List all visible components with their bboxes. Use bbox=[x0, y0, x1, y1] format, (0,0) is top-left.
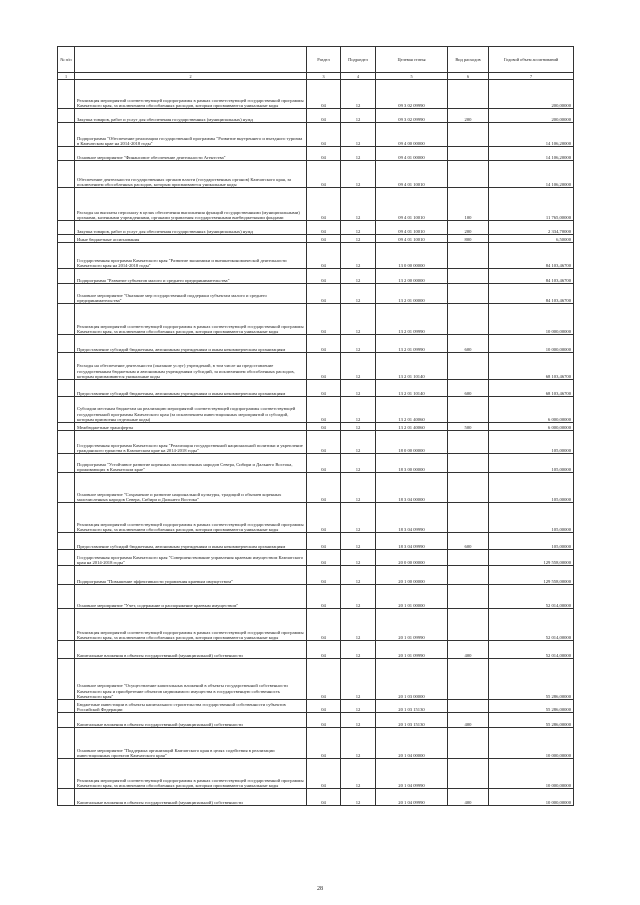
row-section: 04 bbox=[307, 473, 341, 503]
row-target-article: 20 1 01 00000 bbox=[376, 585, 448, 609]
header-section: Раздел bbox=[307, 47, 341, 73]
row-name: Реализация мероприятий соответствующей подпрограммы в рамках соответствующей государственной программы Камчатского края, за исключением обособленных расходов, которым присваиваются уникальные коды bbox=[75, 80, 307, 109]
header-name bbox=[75, 47, 307, 73]
row-expense-type bbox=[448, 123, 489, 147]
column-number: 1 bbox=[58, 73, 75, 80]
row-target-article: 13 2 00 00000 bbox=[376, 269, 448, 284]
row-expense-type bbox=[448, 550, 489, 566]
row-number bbox=[58, 431, 75, 454]
table-row bbox=[58, 431, 574, 454]
row-name: Обеспечение деятельности государственных органов власти (государственных органов) Камчатского края, за исключением обособленных расходов, которым присваиваются уникальные коды bbox=[75, 161, 307, 188]
row-number bbox=[58, 454, 75, 473]
row-number bbox=[58, 335, 75, 353]
row-amount: 200,00000 bbox=[489, 109, 574, 123]
row-section: 04 bbox=[307, 380, 341, 397]
row-expense-type bbox=[448, 269, 489, 284]
row-target-article: 20 1 00 00000 bbox=[376, 566, 448, 585]
row-target-article: 20 1 04 09990 bbox=[376, 789, 448, 806]
row-expense-type bbox=[448, 80, 489, 109]
row-number bbox=[58, 789, 75, 806]
row-section: 04 bbox=[307, 80, 341, 109]
table-row bbox=[58, 353, 574, 380]
row-target-article: 13 2 01 09990 bbox=[376, 304, 448, 335]
row-subsection: 12 bbox=[341, 431, 376, 454]
row-subsection: 12 bbox=[341, 473, 376, 503]
row-subsection: 12 bbox=[341, 609, 376, 641]
table-header-row bbox=[58, 47, 574, 73]
row-expense-type bbox=[448, 353, 489, 380]
row-expense-type: 100 bbox=[448, 188, 489, 221]
row-amount: 105,00000 bbox=[489, 473, 574, 503]
row-target-article: 09 3 02 09990 bbox=[376, 109, 448, 123]
table-row bbox=[58, 713, 574, 728]
table-row bbox=[58, 641, 574, 659]
column-number: 7 bbox=[489, 73, 574, 80]
row-amount: 10 000,00000 bbox=[489, 789, 574, 806]
row-subsection: 12 bbox=[341, 221, 376, 235]
row-subsection: 12 bbox=[341, 641, 376, 659]
row-amount: 14 106,20000 bbox=[489, 161, 574, 188]
row-name: Расходы на обеспечение деятельности (оказание услуг) учреждений, в том числе на предоставление государственным бюджетным и автономным учреждениям субсидий, за исключением обособленных расходов, которым присваиваются уникальные коды bbox=[75, 353, 307, 380]
row-amount: 14 106,20000 bbox=[489, 147, 574, 161]
row-subsection: 12 bbox=[341, 533, 376, 550]
row-name: Субсидии местным бюджетам на реализацию мероприятий соответствующей подпрограммы соответствующей государственной программы Камчатского края (за исключением инвестиционных мероприятий и субсидий, которым присвоены отдельные коды) bbox=[75, 397, 307, 423]
row-name: Предоставление субсидий бюджетным, автономным учреждениям и иным некоммерческим организациям bbox=[75, 380, 307, 397]
column-number: 2 bbox=[75, 73, 307, 80]
row-name: Расходы на выплаты персоналу в целях обеспечения выполнения функций государственными (муниципальными) органами, казенными учреждениями, органами управления государственными внебюджетными фондами bbox=[75, 188, 307, 221]
header-number: № п/п bbox=[58, 47, 75, 73]
row-target-article: 13 2 01 10140 bbox=[376, 353, 448, 380]
row-expense-type bbox=[448, 728, 489, 759]
table-row bbox=[58, 243, 574, 269]
row-name: Государственная программа Камчатского края "Реализация государственной национальной политики и укрепление гражданского единства в Камчатском крае на 2014-2018 годы" bbox=[75, 431, 307, 454]
row-subsection: 12 bbox=[341, 503, 376, 533]
row-expense-type: 200 bbox=[448, 109, 489, 123]
row-amount: 52 014,00000 bbox=[489, 641, 574, 659]
row-expense-type bbox=[448, 503, 489, 533]
row-section: 04 bbox=[307, 585, 341, 609]
table-row bbox=[58, 609, 574, 641]
row-expense-type: 600 bbox=[448, 380, 489, 397]
row-target-article: 09 4 01 10010 bbox=[376, 235, 448, 243]
row-amount: 2 334,70000 bbox=[489, 221, 574, 235]
row-number bbox=[58, 473, 75, 503]
row-subsection: 12 bbox=[341, 585, 376, 609]
table-row bbox=[58, 789, 574, 806]
row-amount: 84 103,46700 bbox=[489, 269, 574, 284]
row-number bbox=[58, 353, 75, 380]
row-number bbox=[58, 243, 75, 269]
column-number: 5 bbox=[376, 73, 448, 80]
row-amount: 55 286,00000 bbox=[489, 700, 574, 713]
row-target-article: 09 4 01 10010 bbox=[376, 221, 448, 235]
row-expense-type bbox=[448, 147, 489, 161]
row-number bbox=[58, 585, 75, 609]
row-target-article: 09 4 01 10010 bbox=[376, 161, 448, 188]
row-target-article: 20 1 01 09990 bbox=[376, 641, 448, 659]
row-number bbox=[58, 713, 75, 728]
row-subsection: 12 bbox=[341, 147, 376, 161]
row-subsection: 12 bbox=[341, 269, 376, 284]
row-amount: 10 000,00000 bbox=[489, 304, 574, 335]
table-row bbox=[58, 503, 574, 533]
row-amount: 6,50000 bbox=[489, 235, 574, 243]
row-amount: 6 000,00000 bbox=[489, 397, 574, 423]
row-section: 04 bbox=[307, 789, 341, 806]
table-row bbox=[58, 188, 574, 221]
row-number bbox=[58, 503, 75, 533]
row-name: Реализация мероприятий соответствующей подпрограммы в рамках соответствующей государственной программы Камчатского края, за исключением обособленных расходов, которым присваиваются уникальные коды bbox=[75, 609, 307, 641]
row-name: Предоставление субсидий бюджетным, автономным учреждениям и иным некоммерческим организациям bbox=[75, 533, 307, 550]
row-target-article: 13 2 01 10140 bbox=[376, 380, 448, 397]
row-subsection: 12 bbox=[341, 454, 376, 473]
table-row bbox=[58, 700, 574, 713]
row-amount: 105,00000 bbox=[489, 533, 574, 550]
row-subsection: 12 bbox=[341, 789, 376, 806]
row-amount: 55 286,00000 bbox=[489, 659, 574, 700]
row-amount: 6 000,00000 bbox=[489, 423, 574, 431]
row-number bbox=[58, 728, 75, 759]
row-expense-type: 400 bbox=[448, 641, 489, 659]
row-expense-type bbox=[448, 700, 489, 713]
row-amount: 105,00000 bbox=[489, 454, 574, 473]
row-expense-type: 200 bbox=[448, 221, 489, 235]
row-expense-type bbox=[448, 585, 489, 609]
row-target-article: 20 1 04 00000 bbox=[376, 728, 448, 759]
row-section: 04 bbox=[307, 431, 341, 454]
row-name: Подпрограмма "Обеспечение реализации государственной программы "Развитие внутреннего и въездного туризма в Камчатском крае на 2014-2018 годы" bbox=[75, 123, 307, 147]
row-number bbox=[58, 284, 75, 304]
row-subsection: 12 bbox=[341, 380, 376, 397]
row-number bbox=[58, 609, 75, 641]
header-subsection: Подраздел bbox=[341, 47, 376, 73]
row-section: 04 bbox=[307, 454, 341, 473]
row-subsection: 12 bbox=[341, 659, 376, 700]
row-name: Закупка товаров, работ и услуг для обеспечения государственных (муниципальных) нужд bbox=[75, 221, 307, 235]
row-section: 04 bbox=[307, 161, 341, 188]
row-number bbox=[58, 550, 75, 566]
row-section: 04 bbox=[307, 700, 341, 713]
row-expense-type bbox=[448, 431, 489, 454]
row-subsection: 12 bbox=[341, 550, 376, 566]
row-section: 04 bbox=[307, 609, 341, 641]
row-subsection: 12 bbox=[341, 566, 376, 585]
row-amount: 84 103,46700 bbox=[489, 243, 574, 269]
row-section: 04 bbox=[307, 503, 341, 533]
row-expense-type: 600 bbox=[448, 533, 489, 550]
row-subsection: 12 bbox=[341, 353, 376, 380]
row-target-article: 09 4 01 10010 bbox=[376, 188, 448, 221]
row-target-article: 13 2 01 40060 bbox=[376, 423, 448, 431]
header-target-article: Целевая статья bbox=[376, 47, 448, 73]
row-section: 04 bbox=[307, 221, 341, 235]
row-name: Государственная программа Камчатского края "Совершенствование управления краевым имуществом Камчатского края на 2014-2018 годы" bbox=[75, 550, 307, 566]
row-amount: 68 103,46700 bbox=[489, 353, 574, 380]
row-name: Реализация мероприятий соответствующей подпрограммы в рамках соответствующей государственной программы Камчатского края, за исключением обособленных расходов, которым присваиваются уникальные коды bbox=[75, 503, 307, 533]
table-row bbox=[58, 550, 574, 566]
row-amount: 200,00000 bbox=[489, 80, 574, 109]
row-number bbox=[58, 423, 75, 431]
row-subsection: 12 bbox=[341, 728, 376, 759]
table-row bbox=[58, 423, 574, 431]
row-expense-type bbox=[448, 397, 489, 423]
row-name: Основное мероприятие "Осуществление капитальных вложений в объекты государственной собственности Камчатского края и приобретение объектов недвижимого имущества в государственную собственность Камчатского края" bbox=[75, 659, 307, 700]
row-amount: 55 286,00000 bbox=[489, 713, 574, 728]
row-expense-type bbox=[448, 454, 489, 473]
row-name: Иные бюджетные ассигнования bbox=[75, 235, 307, 243]
table-row bbox=[58, 123, 574, 147]
row-number bbox=[58, 188, 75, 221]
page-number: 28 bbox=[317, 886, 323, 892]
row-target-article: 20 1 03 15130 bbox=[376, 713, 448, 728]
row-section: 04 bbox=[307, 713, 341, 728]
table-row bbox=[58, 380, 574, 397]
table-row bbox=[58, 284, 574, 304]
table-row bbox=[58, 585, 574, 609]
table-row bbox=[58, 269, 574, 284]
row-name: Реализация мероприятий соответствующей подпрограммы в рамках соответствующей государственной программы Камчатского края, за исключением обособленных расходов, которым присваиваются уникальные коды bbox=[75, 759, 307, 789]
row-section: 04 bbox=[307, 109, 341, 123]
row-subsection: 12 bbox=[341, 397, 376, 423]
row-subsection: 12 bbox=[341, 188, 376, 221]
row-subsection: 12 bbox=[341, 423, 376, 431]
row-expense-type: 800 bbox=[448, 235, 489, 243]
row-amount: 52 014,00000 bbox=[489, 609, 574, 641]
row-target-article: 20 1 01 09990 bbox=[376, 609, 448, 641]
row-target-article: 13 2 01 40060 bbox=[376, 397, 448, 423]
row-name: Межбюджетные трансферты bbox=[75, 423, 307, 431]
row-section: 04 bbox=[307, 659, 341, 700]
row-amount: 10 000,00000 bbox=[489, 759, 574, 789]
table-row bbox=[58, 235, 574, 243]
row-number bbox=[58, 109, 75, 123]
table-row bbox=[58, 533, 574, 550]
row-amount: 68 103,46700 bbox=[489, 380, 574, 397]
row-target-article: 13 2 01 00000 bbox=[376, 284, 448, 304]
row-subsection: 12 bbox=[341, 123, 376, 147]
row-target-article: 20 1 03 00000 bbox=[376, 659, 448, 700]
row-subsection: 12 bbox=[341, 759, 376, 789]
table-body bbox=[58, 80, 574, 806]
row-section: 04 bbox=[307, 728, 341, 759]
row-section: 04 bbox=[307, 550, 341, 566]
row-amount: 105,00000 bbox=[489, 431, 574, 454]
row-number bbox=[58, 123, 75, 147]
row-section: 04 bbox=[307, 566, 341, 585]
row-amount: 11 765,00000 bbox=[489, 188, 574, 221]
row-name: Капитальные вложения в объекты государственной (муниципальной) собственности bbox=[75, 641, 307, 659]
row-expense-type: 400 bbox=[448, 713, 489, 728]
row-amount: 129 558,00000 bbox=[489, 566, 574, 585]
row-section: 04 bbox=[307, 284, 341, 304]
table-row bbox=[58, 80, 574, 109]
table-row bbox=[58, 759, 574, 789]
row-subsection: 12 bbox=[341, 243, 376, 269]
table-row bbox=[58, 304, 574, 335]
row-target-article: 13 0 00 00000 bbox=[376, 243, 448, 269]
row-subsection: 12 bbox=[341, 161, 376, 188]
row-expense-type bbox=[448, 161, 489, 188]
row-name: Капитальные вложения в объекты государственной (муниципальной) собственности bbox=[75, 713, 307, 728]
table-row bbox=[58, 566, 574, 585]
row-amount: 10 000,00000 bbox=[489, 728, 574, 759]
row-target-article: 18 3 04 09990 bbox=[376, 533, 448, 550]
row-target-article: 20 1 04 09990 bbox=[376, 759, 448, 789]
row-section: 04 bbox=[307, 353, 341, 380]
row-subsection: 12 bbox=[341, 713, 376, 728]
column-number: 4 bbox=[341, 73, 376, 80]
row-number bbox=[58, 380, 75, 397]
row-number bbox=[58, 397, 75, 423]
row-number bbox=[58, 235, 75, 243]
row-expense-type bbox=[448, 659, 489, 700]
table-row bbox=[58, 335, 574, 353]
header-expense-type: Вид расходов bbox=[448, 47, 489, 73]
row-target-article: 09 3 02 09990 bbox=[376, 80, 448, 109]
row-name: Основное мероприятие "Оказание мер государственной поддержки субъектам малого и среднего предпринимательства" bbox=[75, 284, 307, 304]
row-number bbox=[58, 641, 75, 659]
row-amount: 129 558,00000 bbox=[489, 550, 574, 566]
row-expense-type bbox=[448, 759, 489, 789]
row-section: 04 bbox=[307, 759, 341, 789]
row-section: 04 bbox=[307, 397, 341, 423]
row-number bbox=[58, 269, 75, 284]
row-subsection: 12 bbox=[341, 284, 376, 304]
row-subsection: 12 bbox=[341, 235, 376, 243]
row-subsection: 12 bbox=[341, 80, 376, 109]
row-target-article: 18 3 04 00000 bbox=[376, 473, 448, 503]
row-name: Основное мероприятие "Сохранение и развитие национальной культуры, традиций и обычаев коренных малочисленных народов Севера, Сибири и Дальнего Востока" bbox=[75, 473, 307, 503]
row-name: Бюджетные инвестиции в объекты капитального строительства государственной собственности субъектов Российской Федерации bbox=[75, 700, 307, 713]
table-row bbox=[58, 473, 574, 503]
column-number: 6 bbox=[448, 73, 489, 80]
column-number: 3 bbox=[307, 73, 341, 80]
row-section: 04 bbox=[307, 243, 341, 269]
row-name: Закупка товаров, работ и услуг для обеспечения государственных (муниципальных) нужд bbox=[75, 109, 307, 123]
row-target-article: 20 1 03 15130 bbox=[376, 700, 448, 713]
table-row bbox=[58, 147, 574, 161]
row-section: 04 bbox=[307, 533, 341, 550]
column-number-row bbox=[58, 73, 574, 80]
table-row bbox=[58, 397, 574, 423]
row-subsection: 12 bbox=[341, 700, 376, 713]
table-row bbox=[58, 109, 574, 123]
table-row bbox=[58, 221, 574, 235]
header-annual-amount: Годовой объем ассигнований bbox=[489, 47, 574, 73]
table-row bbox=[58, 728, 574, 759]
row-name: Основное мероприятие "Финансовое обеспечение деятельности Агентства" bbox=[75, 147, 307, 161]
row-number bbox=[58, 221, 75, 235]
row-name: Реализация мероприятий соответствующей подпрограммы в рамках соответствующей государственной программы Камчатского края, за исключением обособленных расходов, которым присваиваются уникальные коды bbox=[75, 304, 307, 335]
table-row bbox=[58, 454, 574, 473]
row-name: Предоставление субсидий бюджетным, автономным учреждениям и иным некоммерческим организациям bbox=[75, 335, 307, 353]
row-subsection: 12 bbox=[341, 304, 376, 335]
row-section: 04 bbox=[307, 188, 341, 221]
row-section: 04 bbox=[307, 269, 341, 284]
row-expense-type bbox=[448, 304, 489, 335]
row-section: 04 bbox=[307, 123, 341, 147]
row-name: Основное мероприятие "Поддержка организаций Камчатского края в целях содействия в реализации инвестиционных проектов Камчатского края" bbox=[75, 728, 307, 759]
row-number bbox=[58, 147, 75, 161]
row-target-article: 18 3 00 00000 bbox=[376, 454, 448, 473]
row-number bbox=[58, 304, 75, 335]
row-amount: 84 103,46700 bbox=[489, 284, 574, 304]
row-subsection: 12 bbox=[341, 335, 376, 353]
row-section: 04 bbox=[307, 235, 341, 243]
row-name: Капитальные вложения в объекты государственной (муниципальной) собственности bbox=[75, 789, 307, 806]
row-number bbox=[58, 700, 75, 713]
row-target-article: 18 3 04 09990 bbox=[376, 503, 448, 533]
row-expense-type: 400 bbox=[448, 789, 489, 806]
row-expense-type bbox=[448, 473, 489, 503]
row-number bbox=[58, 80, 75, 109]
row-name: Подпрограмма "Развитие субъектов малого и среднего предпринимательства" bbox=[75, 269, 307, 284]
row-amount: 105,00000 bbox=[489, 503, 574, 533]
row-number bbox=[58, 659, 75, 700]
row-target-article: 13 2 01 09990 bbox=[376, 335, 448, 353]
table-row bbox=[58, 659, 574, 700]
row-name: Подпрограмма "Устойчивое развитие коренных малочисленных народов Севера, Сибири и Дальнего Востока, проживающих в Камчатском крае" bbox=[75, 454, 307, 473]
row-expense-type bbox=[448, 284, 489, 304]
row-number bbox=[58, 533, 75, 550]
row-number bbox=[58, 161, 75, 188]
row-number bbox=[58, 566, 75, 585]
row-section: 04 bbox=[307, 423, 341, 431]
row-amount: 10 000,00000 bbox=[489, 335, 574, 353]
row-expense-type bbox=[448, 243, 489, 269]
row-name: Государственная программа Камчатского края "Развитие экономики и внешнеэкономической деятельности Камчатского края на 2014-2018 годы" bbox=[75, 243, 307, 269]
row-number bbox=[58, 759, 75, 789]
row-section: 04 bbox=[307, 304, 341, 335]
table-row bbox=[58, 161, 574, 188]
row-subsection: 12 bbox=[341, 109, 376, 123]
row-section: 04 bbox=[307, 335, 341, 353]
row-section: 04 bbox=[307, 147, 341, 161]
row-target-article: 09 4 00 00000 bbox=[376, 123, 448, 147]
row-target-article: 09 4 01 00000 bbox=[376, 147, 448, 161]
row-name: Основное мероприятие "Учет, содержание и распоряжение краевым имуществом" bbox=[75, 585, 307, 609]
row-target-article: 18 0 00 00000 bbox=[376, 431, 448, 454]
row-expense-type bbox=[448, 609, 489, 641]
row-section: 04 bbox=[307, 641, 341, 659]
row-amount: 52 014,00000 bbox=[489, 585, 574, 609]
row-name: Подпрограмма "Повышение эффективности управления краевым имуществом" bbox=[75, 566, 307, 585]
row-target-article: 20 0 00 00000 bbox=[376, 550, 448, 566]
row-expense-type bbox=[448, 566, 489, 585]
row-expense-type: 500 bbox=[448, 423, 489, 431]
row-amount: 14 106,20000 bbox=[489, 123, 574, 147]
budget-allocation-table bbox=[57, 46, 574, 806]
row-expense-type: 600 bbox=[448, 335, 489, 353]
